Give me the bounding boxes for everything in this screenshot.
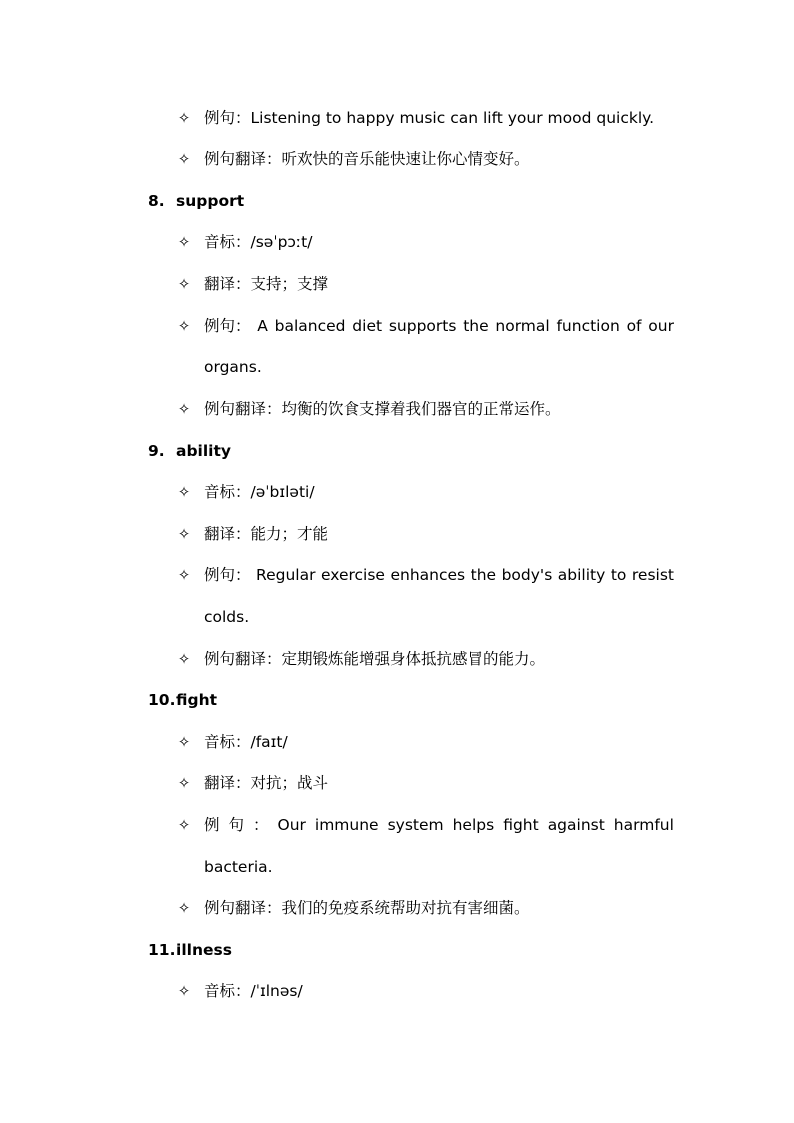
example-translation-line bbox=[0, 396, 794, 422]
example-word: ： bbox=[253, 816, 269, 834]
top-example-translation-line bbox=[0, 146, 794, 172]
entry-number: 10. bbox=[148, 691, 176, 709]
example-word: helps bbox=[452, 816, 495, 834]
example-word: 例 bbox=[204, 816, 220, 834]
phonetic: 音标：/faɪt/ bbox=[204, 733, 288, 751]
diamond-bullet-icon: ✧ bbox=[177, 733, 191, 751]
phonetic: 音标：/ˈɪlnəs/ bbox=[204, 982, 303, 1000]
phonetic: 音标：/əˈbɪləti/ bbox=[204, 483, 315, 501]
example-word: function bbox=[556, 317, 620, 335]
example-line bbox=[0, 812, 794, 838]
phonetic: 音标：/səˈpɔːt/ bbox=[204, 233, 313, 251]
example-word: of bbox=[626, 317, 642, 335]
diamond-bullet-icon: ✧ bbox=[177, 982, 191, 1000]
example-word: the bbox=[470, 566, 497, 584]
example-line bbox=[0, 562, 794, 588]
diamond-bullet-icon: ✧ bbox=[177, 109, 191, 127]
phonetic-line bbox=[0, 479, 794, 505]
example-translation: 例句翻译：我们的免疫系统帮助对抗有害细菌。 bbox=[204, 899, 530, 917]
example-continuation-line bbox=[0, 604, 794, 630]
example-word: to bbox=[610, 566, 627, 584]
phonetic-line bbox=[0, 729, 794, 755]
example-word: 例句： bbox=[204, 317, 251, 335]
entry-heading bbox=[148, 438, 231, 464]
example-word: ability bbox=[557, 566, 606, 584]
diamond-bullet-icon: ✧ bbox=[177, 650, 191, 668]
example-continuation: colds. bbox=[204, 608, 250, 626]
example-word: system bbox=[387, 816, 444, 834]
example-word: immune bbox=[314, 816, 379, 834]
entry-number: 11. bbox=[148, 941, 176, 959]
translation-line bbox=[0, 271, 794, 297]
diamond-bullet-icon: ✧ bbox=[177, 400, 191, 418]
example-line bbox=[0, 313, 794, 339]
entry-heading bbox=[148, 188, 244, 214]
example-continuation-line bbox=[0, 854, 794, 880]
top-example-line bbox=[0, 105, 794, 131]
example-word: Our bbox=[277, 816, 306, 834]
example-word: exercise bbox=[321, 566, 385, 584]
example-word: A bbox=[257, 317, 268, 335]
example-word: 例句： bbox=[204, 566, 251, 584]
example-word: harmful bbox=[613, 816, 674, 834]
example-word: resist bbox=[631, 566, 674, 584]
diamond-bullet-icon: ✧ bbox=[177, 233, 191, 251]
example-word: against bbox=[547, 816, 605, 834]
entry-heading-illness bbox=[0, 937, 794, 963]
entry-word: support bbox=[176, 192, 245, 210]
example-sentence bbox=[204, 812, 674, 838]
diamond-bullet-icon: ✧ bbox=[177, 566, 191, 584]
entry-heading bbox=[148, 687, 217, 713]
example-word: enhances bbox=[390, 566, 466, 584]
diamond-bullet-icon: ✧ bbox=[177, 275, 191, 293]
entry-heading bbox=[148, 937, 232, 963]
example-word: normal bbox=[495, 317, 550, 335]
diamond-bullet-icon: ✧ bbox=[177, 150, 191, 168]
entry-word: ability bbox=[176, 442, 232, 460]
example-sentence bbox=[204, 313, 674, 339]
translation-line bbox=[0, 770, 794, 796]
diamond-bullet-icon: ✧ bbox=[177, 774, 191, 792]
example-word: the bbox=[463, 317, 489, 335]
example-word: our bbox=[648, 317, 674, 335]
example-word: supports bbox=[388, 317, 457, 335]
phonetic-line bbox=[0, 229, 794, 255]
example-translation: 例句翻译：听欢快的音乐能快速让你心情变好。 bbox=[204, 150, 530, 168]
entry-number: 9. bbox=[148, 442, 165, 460]
entry-heading-ability bbox=[0, 438, 794, 464]
translation: 翻译：支持；支撑 bbox=[204, 275, 329, 293]
translation: 翻译：能力；才能 bbox=[204, 525, 329, 543]
diamond-bullet-icon: ✧ bbox=[177, 816, 191, 834]
example-continuation: bacteria. bbox=[204, 858, 273, 876]
example-word: diet bbox=[352, 317, 383, 335]
entry-word: illness bbox=[176, 941, 232, 959]
example-word: fight bbox=[503, 816, 539, 834]
example-translation-line bbox=[0, 895, 794, 921]
example-word: Regular bbox=[256, 566, 316, 584]
diamond-bullet-icon: ✧ bbox=[177, 899, 191, 917]
example-translation-line bbox=[0, 646, 794, 672]
example-continuation-line bbox=[0, 354, 794, 380]
entry-number: 8. bbox=[148, 192, 165, 210]
entry-word: fight bbox=[176, 691, 218, 709]
diamond-bullet-icon: ✧ bbox=[177, 525, 191, 543]
entry-heading-support bbox=[0, 188, 794, 214]
example-word: balanced bbox=[274, 317, 346, 335]
example-sentence bbox=[204, 562, 674, 588]
example-word: body's bbox=[501, 566, 553, 584]
example-translation: 例句翻译：均衡的饮食支撑着我们器官的正常运作。 bbox=[204, 400, 561, 418]
translation: 翻译：对抗；战斗 bbox=[204, 774, 329, 792]
example-sentence: 例句：Listening to happy music can lift your mood quickly. bbox=[204, 109, 655, 127]
translation-line bbox=[0, 521, 794, 547]
phonetic-line bbox=[0, 978, 794, 1004]
example-translation: 例句翻译：定期锻炼能增强身体抵抗感冒的能力。 bbox=[204, 650, 546, 668]
diamond-bullet-icon: ✧ bbox=[177, 317, 191, 335]
entry-heading-fight bbox=[0, 687, 794, 713]
example-continuation: organs. bbox=[204, 358, 262, 376]
diamond-bullet-icon: ✧ bbox=[177, 483, 191, 501]
example-word: 句 bbox=[228, 816, 245, 834]
